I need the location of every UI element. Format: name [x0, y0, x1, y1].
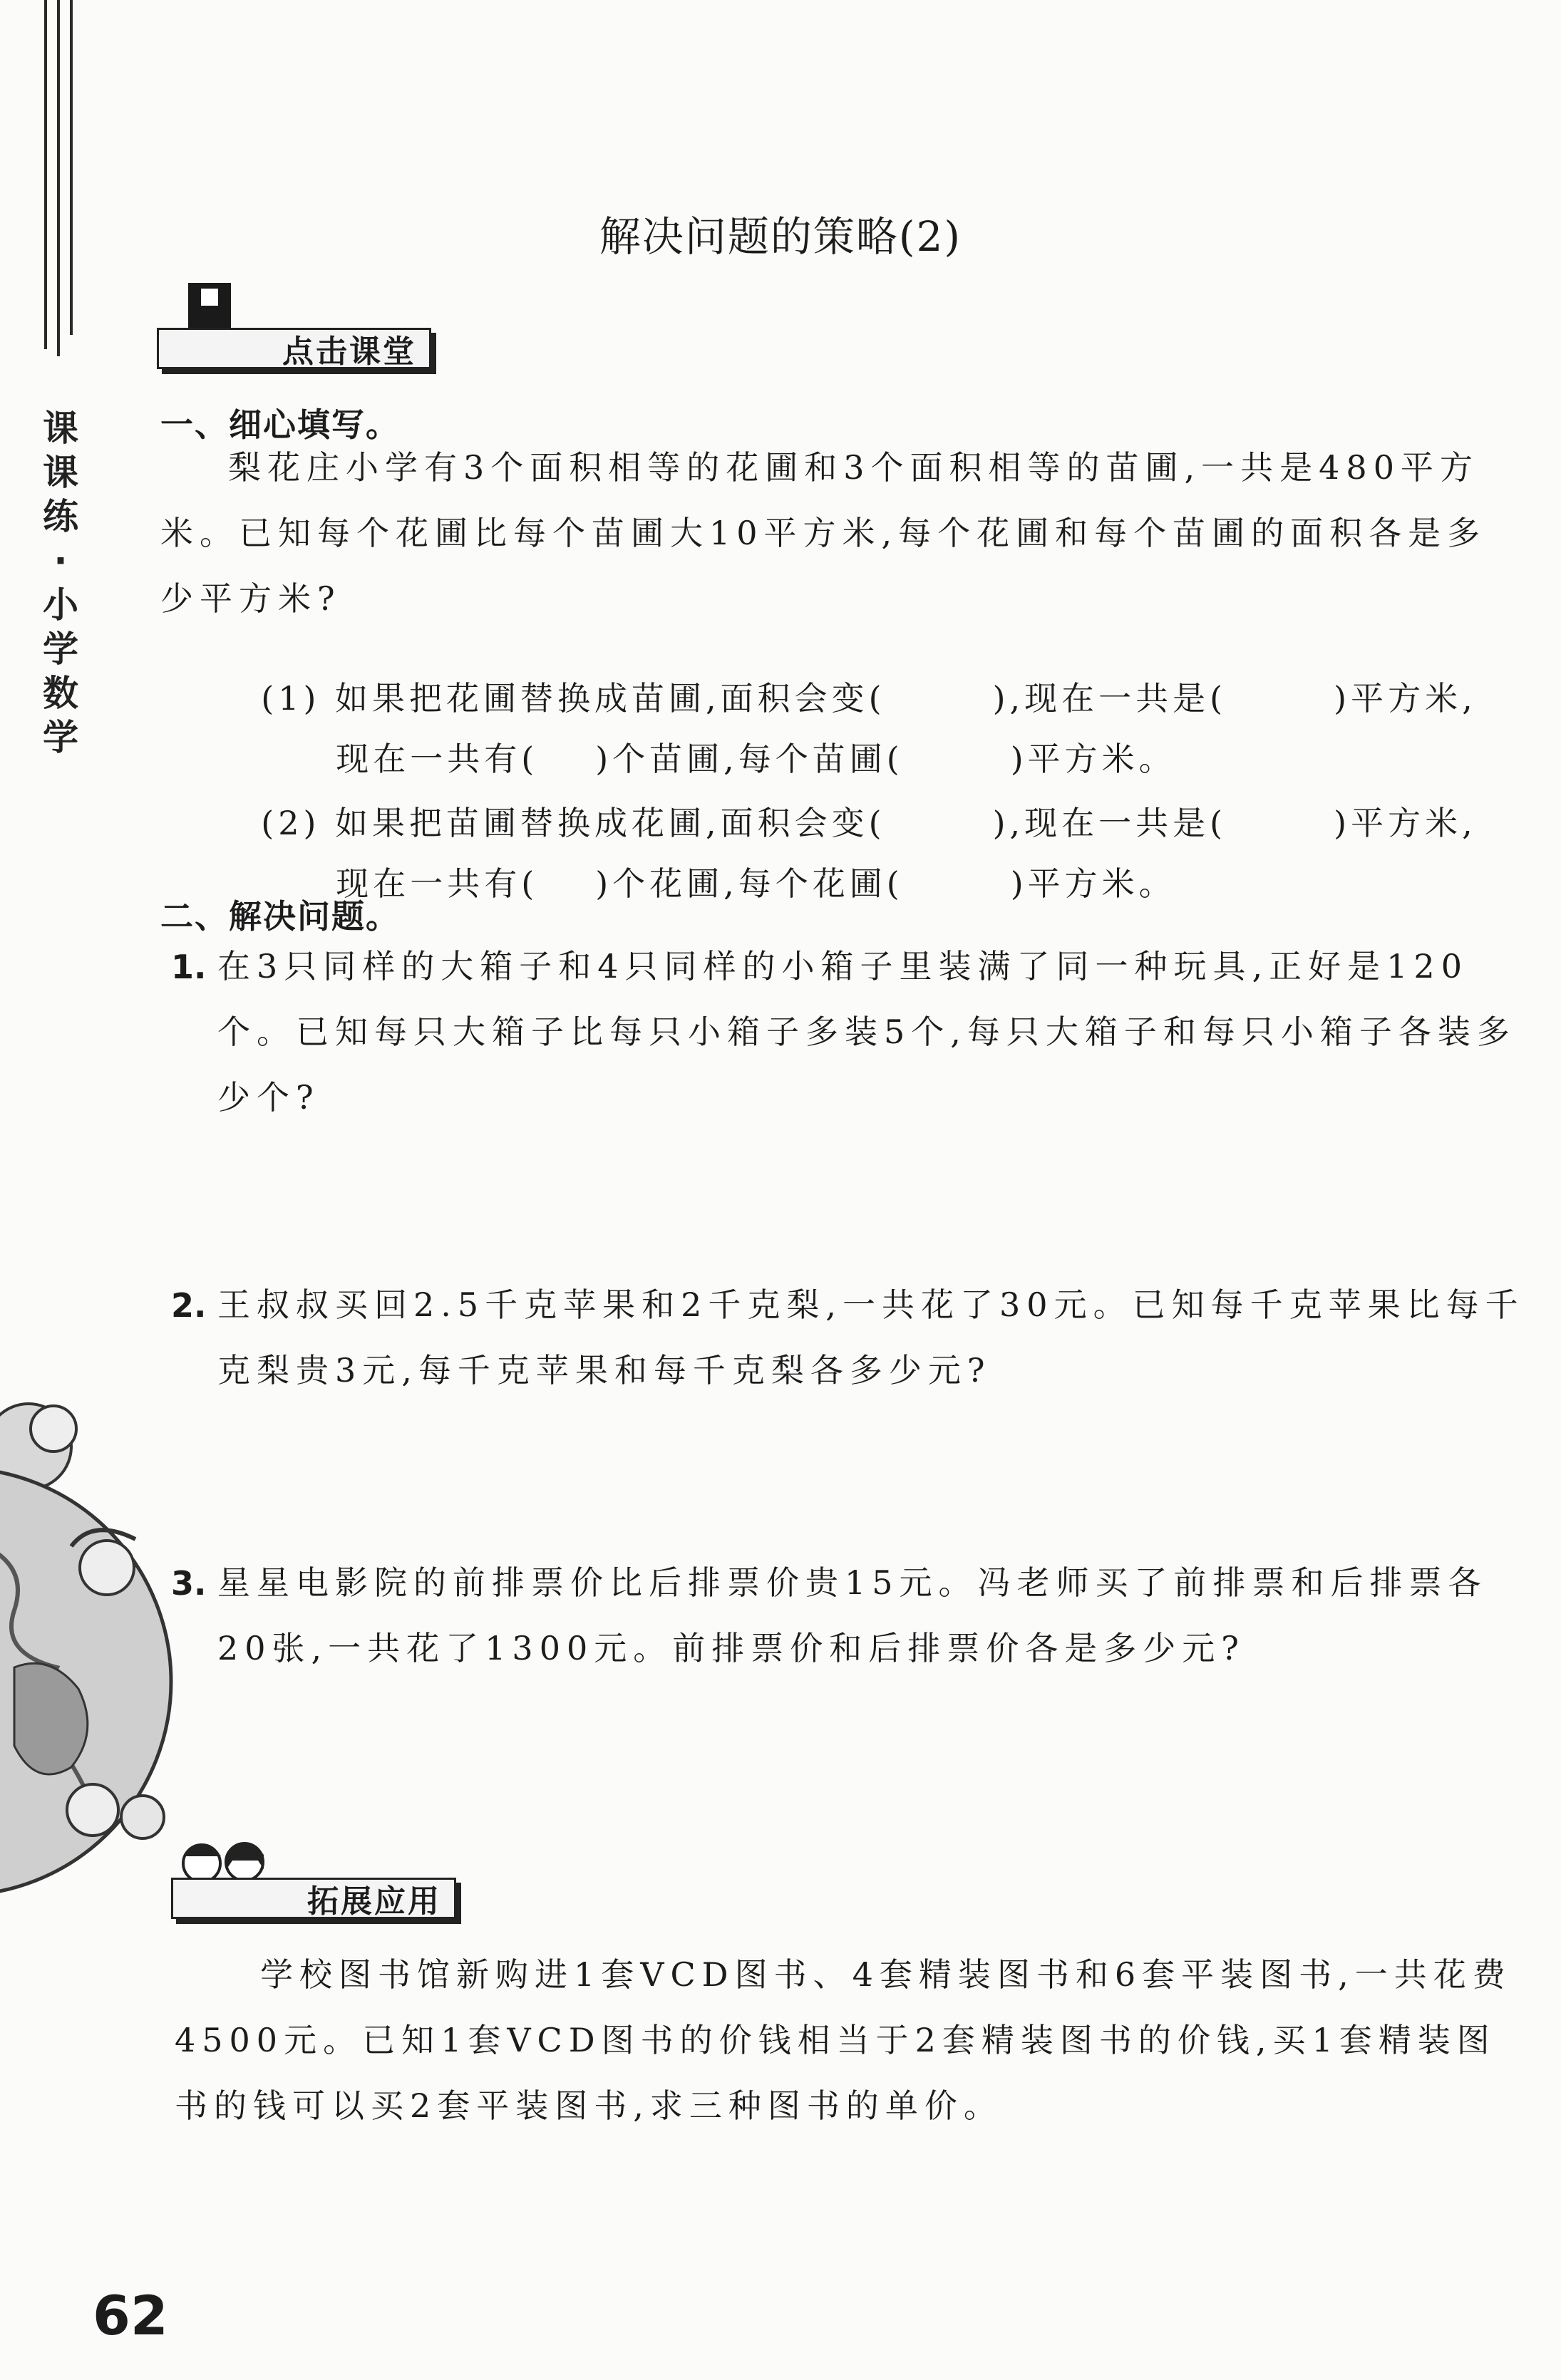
side-title-char: 练 [43, 496, 78, 537]
text-fragment: (1) 如果把花圃替换成苗圃,面积会变( [261, 679, 886, 718]
page-number: 62 [93, 2284, 168, 2347]
text-fragment: 现在一共有( [336, 740, 539, 778]
side-title-char: 学 [43, 628, 78, 670]
side-title-char: 课 [43, 408, 78, 449]
text-fragment: )个苗圃,每个苗圃( [595, 740, 904, 778]
text-fragment: )平方米, [1334, 804, 1477, 842]
margin-rule-2 [57, 0, 60, 356]
side-title-char: 课 [43, 452, 78, 493]
sub-question-2-line-2 [306, 819, 1176, 905]
section-heading-fill-in: 一、细心填写。 [160, 405, 400, 444]
side-title-char: 数 [43, 673, 78, 714]
margin-rule-3 [70, 0, 73, 335]
text-fragment: )平方米, [1334, 679, 1477, 718]
problem-2-text: 王叔叔买回2.5千克苹果和2千克梨,一共花了30元。已知每千克苹果比每千克梨贵3元,每千克苹果和每千克梨各多少元? [217, 1285, 1525, 1390]
section-badge-classroom [157, 328, 431, 369]
side-title-char: 小 [43, 584, 78, 626]
text-fragment: (2) 如果把苗圃替换成花圃,面积会变( [261, 804, 886, 842]
globe-children-illustration [0, 1368, 185, 1924]
section-badge-extension [171, 1878, 456, 1919]
text-fragment: )平方米。 [1010, 740, 1176, 778]
badge-label: 点击课堂 [282, 333, 416, 370]
problem-number: 1. [171, 948, 207, 986]
margin-rule-1 [44, 0, 47, 349]
problem-3-text: 星星电影院的前排票价比后排票价贵15元。冯老师买了前排票和后排票各20张,一共花了1300元。前排票价和后排票价各是多少元? [217, 1563, 1488, 1667]
problem-number: 3. [171, 1564, 207, 1603]
text-fragment: ),现在一共是( [992, 804, 1227, 842]
extension-problem-text: 学校图书馆新购进1套VCD图书、4套精装图书和6套平装图书,一共花费4500元。已知1套VCD图书的价钱相当于2套精装图书的价钱,买1套精装图书的钱可以买2套平装图书,求三种图书的单价。 [175, 1955, 1512, 2125]
text-fragment: )个花圃,每个花圃( [595, 864, 904, 903]
text-fragment: )平方米。 [1010, 864, 1176, 903]
text-fragment: 现在一共有( [336, 864, 539, 903]
problem-text: 梨花庄小学有3个面积相等的花圃和3个面积相等的苗圃,一共是480平方米。已知每个花圃比每个苗圃大10平方米,每个花圃和每个苗圃的面积各是多少平方米? [160, 448, 1487, 618]
page-title: 解决问题的策略(2) [599, 212, 962, 261]
problem-number: 2. [171, 1286, 207, 1325]
problem-paragraph [160, 435, 1515, 631]
section-heading-solve: 二、解决问题。 [160, 897, 400, 936]
text-fragment: ),现在一共是( [992, 679, 1227, 718]
book-series-title [39, 406, 82, 760]
badge-label: 拓展应用 [307, 1883, 441, 1920]
side-title-char: 学 [43, 717, 78, 758]
problem-1-text: 在3只同样的大箱子和4只同样的小箱子里装满了同一种玩具,正好是120个。已知每只大箱子比每只小箱子多装5个,每只大箱子和每只小箱子各装多少个? [217, 947, 1516, 1117]
side-title-char: · [53, 540, 68, 581]
